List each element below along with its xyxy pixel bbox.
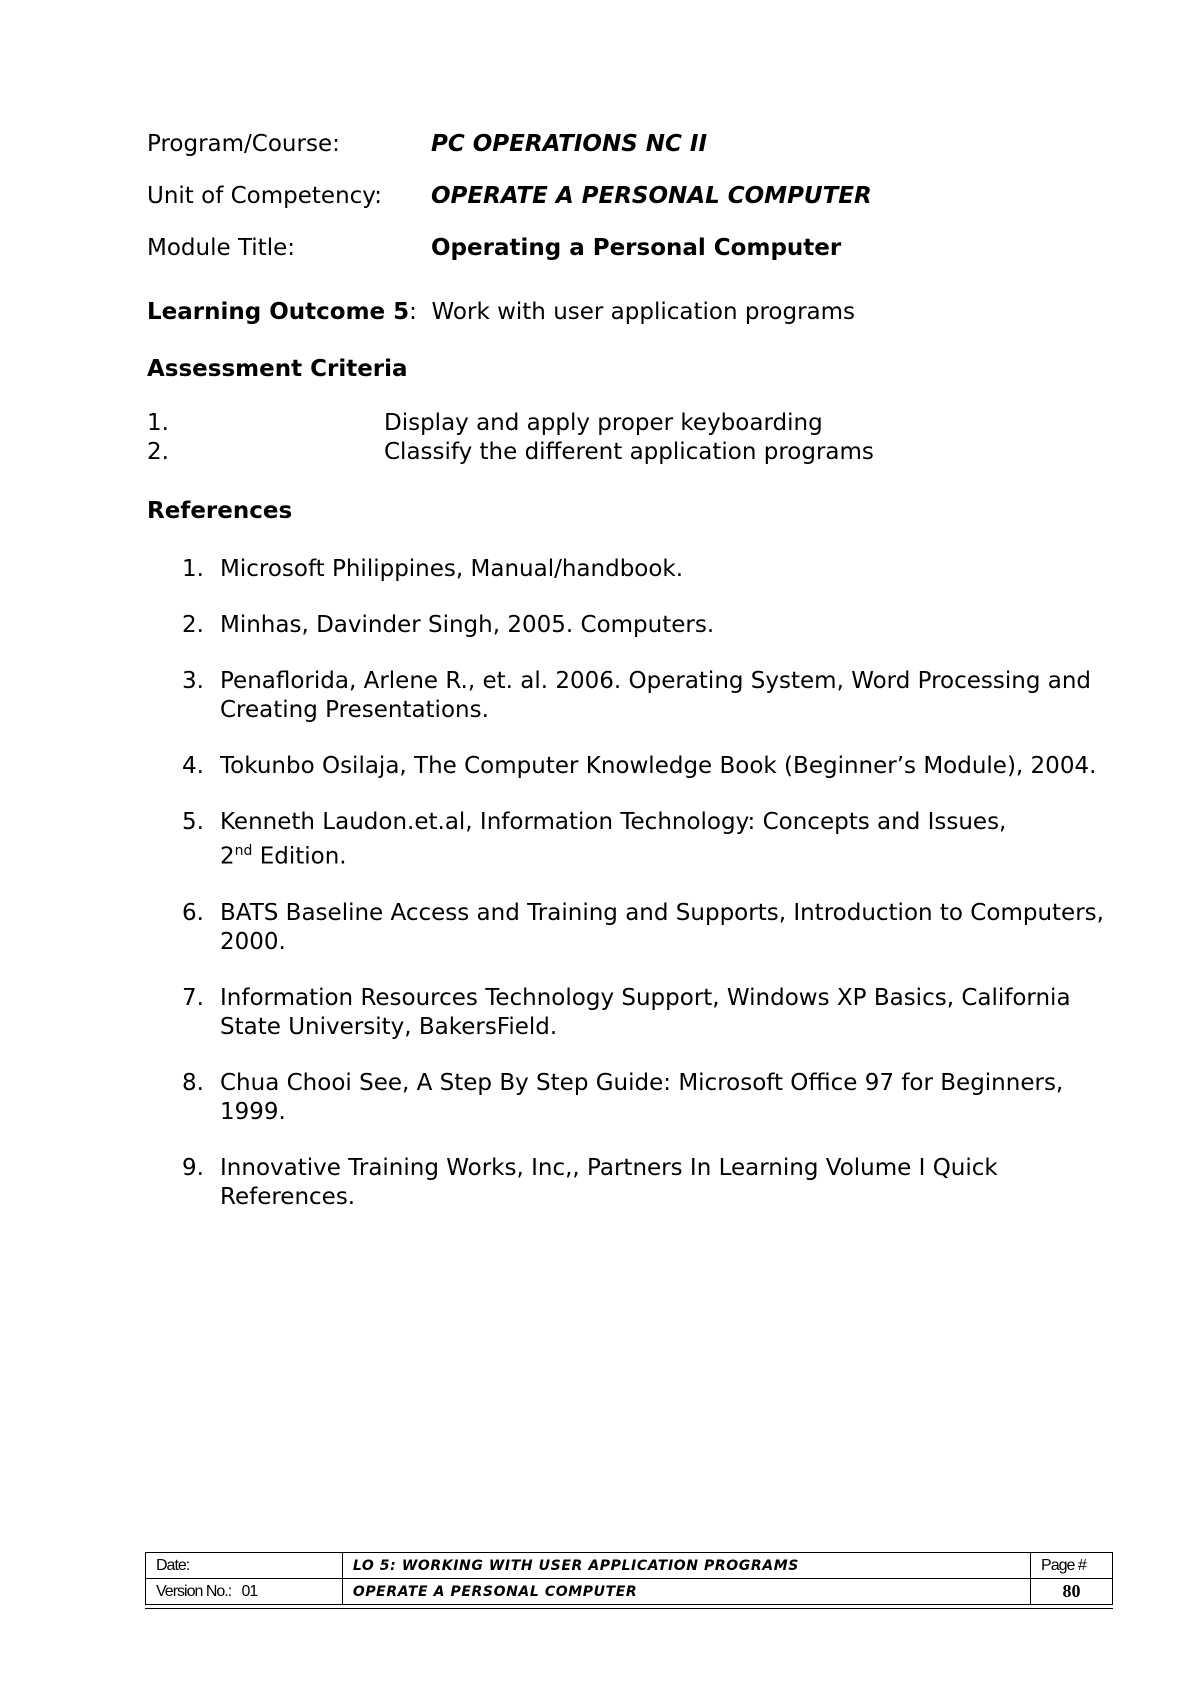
references-heading: References bbox=[147, 498, 293, 524]
unit-label: Unit of Competency: bbox=[147, 183, 382, 209]
reference-text: BATS Baseline Access and Training and Supports, Introduction to Computers, 2000. bbox=[220, 899, 1104, 955]
footer-page-label: Page # bbox=[1031, 1553, 1113, 1579]
reference-number: 7. bbox=[182, 984, 204, 1011]
footer-lo-title: LO 5: WORKING WITH USER APPLICATION PROGRAMS bbox=[342, 1553, 1030, 1579]
footer-row bbox=[146, 1579, 1113, 1605]
reference-number: 8. bbox=[182, 1069, 204, 1096]
reference-item bbox=[147, 899, 1107, 957]
reference-item bbox=[147, 984, 1107, 1042]
references-list bbox=[147, 555, 1107, 1239]
reference-text: Information Resources Technology Support, Windows XP Basics, California State University, BakersField. bbox=[220, 984, 1071, 1040]
reference-item bbox=[147, 752, 1107, 781]
learning-outcome-label: Learning Outcome 5 bbox=[147, 299, 410, 325]
footer-table bbox=[145, 1552, 1113, 1605]
criteria-text: Display and apply proper keyboarding bbox=[384, 410, 823, 436]
footer-page-number: 80 bbox=[1031, 1579, 1113, 1605]
criteria-number: 1. bbox=[147, 410, 169, 436]
program-value: PC OPERATIONS NC II bbox=[431, 131, 708, 157]
module-value: Operating a Personal Computer bbox=[431, 235, 842, 261]
assessment-heading: Assessment Criteria bbox=[147, 356, 408, 382]
module-label: Module Title: bbox=[147, 235, 295, 261]
reference-item bbox=[147, 555, 1107, 584]
unit-value: OPERATE A PERSONAL COMPUTER bbox=[431, 183, 872, 209]
footer-row bbox=[146, 1553, 1113, 1579]
criteria-number: 2. bbox=[147, 439, 169, 465]
reference-text: Penaflorida, Arlene R., et. al. 2006. Operating System, Word Processing and Creating Presentations. bbox=[220, 668, 1092, 723]
learning-outcome-text: Work with user application programs bbox=[431, 299, 856, 325]
reference-number: 9. bbox=[182, 1154, 204, 1181]
reference-item bbox=[147, 667, 1107, 725]
footer-version-label: Version No.: bbox=[156, 1582, 232, 1600]
learning-outcome-separator: : bbox=[409, 299, 417, 325]
reference-item bbox=[147, 1154, 1107, 1212]
edition-number: 2 bbox=[220, 843, 235, 870]
edition-text: Edition. bbox=[252, 843, 347, 870]
reference-text: Kenneth Laudon.et.al, Information Technology: Concepts and Issues, bbox=[220, 809, 1007, 835]
edition-suffix: nd bbox=[234, 843, 253, 859]
footer-unit-title: OPERATE A PERSONAL COMPUTER bbox=[342, 1579, 1030, 1605]
reference-text: Minhas, Davinder Singh, 2005. Computers. bbox=[220, 612, 715, 638]
reference-item bbox=[147, 611, 1107, 640]
reference-text: Innovative Training Works, Inc,, Partners In Learning Volume I Quick References. bbox=[220, 1154, 998, 1210]
program-label: Program/Course: bbox=[147, 131, 340, 157]
criteria-text: Classify the different application programs bbox=[384, 439, 874, 465]
footer-bottom-rule bbox=[145, 1608, 1113, 1609]
reference-item bbox=[147, 808, 1107, 872]
reference-number: 6. bbox=[182, 899, 204, 926]
reference-text: Microsoft Philippines, Manual/handbook. bbox=[220, 556, 684, 582]
reference-number: 2. bbox=[182, 612, 204, 638]
reference-number: 3. bbox=[182, 668, 204, 694]
footer-version-value: 01 bbox=[241, 1582, 258, 1600]
learning-outcome bbox=[147, 299, 855, 325]
reference-text: Chua Chooi See, A Step By Step Guide: Microsoft Office 97 for Beginners, 1999. bbox=[220, 1069, 1064, 1125]
reference-text: Tokunbo Osilaja, The Computer Knowledge Book (Beginner’s Module), 2004. bbox=[220, 753, 1097, 779]
reference-item bbox=[147, 1069, 1107, 1127]
reference-number: 4. bbox=[182, 753, 204, 779]
reference-number: 5. bbox=[182, 809, 204, 835]
footer-date-label: Date: bbox=[146, 1553, 343, 1579]
reference-number: 1. bbox=[182, 556, 204, 582]
footer-version-cell bbox=[146, 1579, 343, 1605]
